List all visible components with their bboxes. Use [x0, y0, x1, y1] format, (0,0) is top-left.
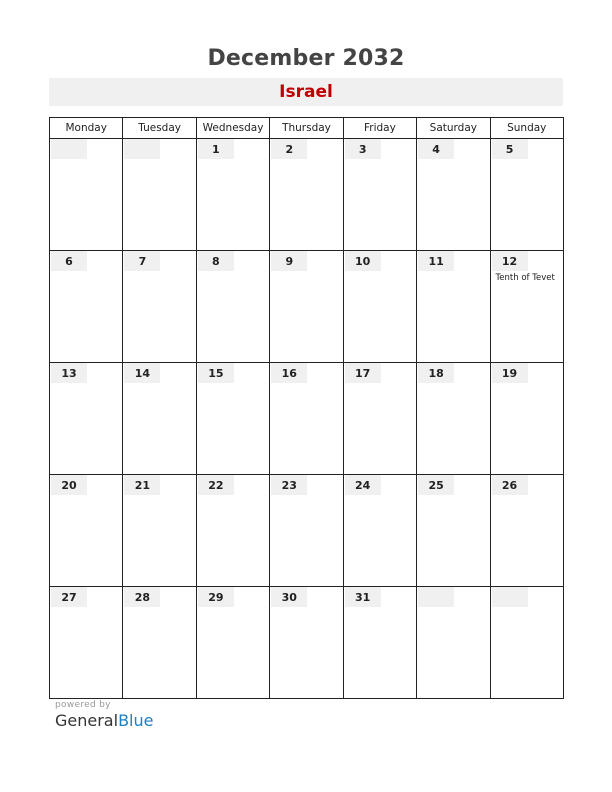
day-number: 16 — [271, 363, 307, 383]
week-row — [50, 363, 564, 475]
day-cell-empty — [123, 139, 196, 251]
day-cell — [343, 587, 416, 699]
day-cell-holiday — [490, 251, 563, 363]
day-cell — [417, 139, 490, 251]
day-number: 9 — [271, 251, 307, 271]
week-row — [50, 475, 564, 587]
day-cell — [50, 475, 123, 587]
day-number — [492, 587, 528, 607]
day-cell — [490, 475, 563, 587]
page-title: December 2032 — [207, 46, 405, 71]
day-number: 1 — [198, 139, 234, 159]
day-number — [51, 139, 87, 159]
holiday-label: Tenth of Tevet — [495, 273, 555, 283]
day-cell — [123, 475, 196, 587]
day-cell — [270, 363, 343, 475]
day-cell — [417, 363, 490, 475]
weekday-saturday: Saturday — [417, 118, 490, 139]
day-number: 23 — [271, 475, 307, 495]
day-cell — [343, 139, 416, 251]
weekday-sunday: Sunday — [490, 118, 563, 139]
calendar-grid — [49, 117, 564, 699]
day-number: 19 — [492, 363, 528, 383]
day-number: 14 — [124, 363, 160, 383]
day-cell — [490, 363, 563, 475]
day-cell — [196, 587, 269, 699]
day-number: 11 — [418, 251, 454, 271]
day-cell-empty — [490, 587, 563, 699]
day-number: 7 — [124, 251, 160, 271]
day-number: 12 — [492, 251, 528, 271]
brand-name-general: General — [55, 711, 119, 730]
day-number: 25 — [418, 475, 454, 495]
day-number: 28 — [124, 587, 160, 607]
day-number: 3 — [345, 139, 381, 159]
weekday-tuesday: Tuesday — [123, 118, 196, 139]
country-name: Israel — [279, 82, 333, 102]
day-number: 24 — [345, 475, 381, 495]
day-number — [124, 139, 160, 159]
day-number: 10 — [345, 251, 381, 271]
weekday-header-row — [50, 118, 564, 139]
day-number: 30 — [271, 587, 307, 607]
week-row — [50, 139, 564, 251]
day-number: 18 — [418, 363, 454, 383]
day-cell — [270, 475, 343, 587]
day-number: 6 — [51, 251, 87, 271]
day-number: 5 — [492, 139, 528, 159]
day-cell — [343, 475, 416, 587]
day-cell — [196, 363, 269, 475]
day-cell — [417, 475, 490, 587]
day-number: 13 — [51, 363, 87, 383]
day-number: 4 — [418, 139, 454, 159]
country-banner — [49, 78, 563, 106]
week-row — [50, 251, 564, 363]
day-cell — [123, 587, 196, 699]
powered-by-text: powered by — [55, 700, 111, 710]
day-cell — [50, 251, 123, 363]
day-number: 29 — [198, 587, 234, 607]
day-number: 21 — [124, 475, 160, 495]
day-cell — [270, 587, 343, 699]
day-cell — [196, 139, 269, 251]
day-cell — [196, 475, 269, 587]
day-number: 17 — [345, 363, 381, 383]
day-cell — [196, 251, 269, 363]
day-cell-empty — [50, 139, 123, 251]
day-cell — [50, 587, 123, 699]
brand-name-blue: Blue — [118, 711, 154, 730]
day-number: 2 — [271, 139, 307, 159]
day-cell — [123, 251, 196, 363]
day-cell — [490, 139, 563, 251]
day-number: 15 — [198, 363, 234, 383]
day-cell — [50, 363, 123, 475]
brand-logo[interactable] — [55, 711, 153, 730]
day-number — [418, 587, 454, 607]
weekday-friday: Friday — [343, 118, 416, 139]
day-number: 26 — [492, 475, 528, 495]
weekday-monday: Monday — [50, 118, 123, 139]
day-number: 20 — [51, 475, 87, 495]
day-cell — [343, 251, 416, 363]
day-cell — [270, 251, 343, 363]
weekday-wednesday: Wednesday — [196, 118, 269, 139]
day-number: 31 — [345, 587, 381, 607]
day-cell — [343, 363, 416, 475]
day-cell-empty — [417, 587, 490, 699]
day-number: 27 — [51, 587, 87, 607]
day-cell — [123, 363, 196, 475]
day-cell — [417, 251, 490, 363]
day-number: 8 — [198, 251, 234, 271]
week-row — [50, 587, 564, 699]
day-number: 22 — [198, 475, 234, 495]
day-cell — [270, 139, 343, 251]
weekday-thursday: Thursday — [270, 118, 343, 139]
footer — [55, 700, 153, 730]
